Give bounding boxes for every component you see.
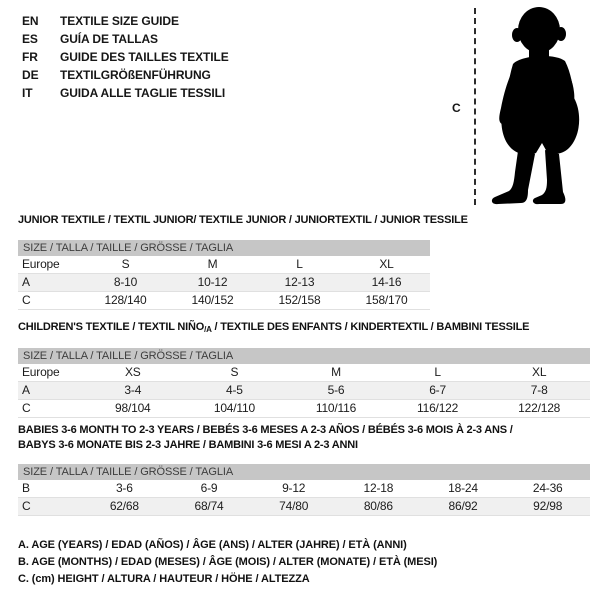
size-cell: 10-12: [197, 275, 228, 289]
language-row: [22, 30, 229, 48]
babies-table-title: [18, 423, 513, 453]
size-cell: 4-5: [226, 383, 243, 397]
size-cell: 7-8: [530, 383, 548, 397]
size-cell: 68/74: [194, 499, 224, 513]
size-cell: 116/122: [417, 401, 459, 415]
size-cell: 12-18: [363, 481, 394, 495]
size-cell: 104/110: [213, 401, 255, 415]
size-cell: 98/104: [115, 401, 151, 415]
size-cell: 6-7: [429, 383, 446, 397]
size-cell: 8-10: [113, 275, 138, 289]
children-size-table: [18, 348, 590, 418]
size-cell: XL: [532, 365, 547, 379]
size-cell: S: [121, 257, 130, 271]
size-cell: 6-9: [200, 481, 218, 495]
size-cell: 140/152: [191, 293, 234, 307]
junior-size-table: [18, 240, 430, 310]
size-cell: L: [296, 257, 303, 271]
size-cell: M: [331, 365, 341, 379]
children-table-title: [18, 321, 529, 334]
size-cell: XL: [379, 257, 394, 271]
row-label: Europe: [22, 365, 60, 379]
size-cell: 62/68: [109, 499, 139, 513]
table-row-height: [18, 400, 590, 418]
title-part: CHILDREN'S TEXTILE / TEXTIL NIÑO: [18, 321, 205, 333]
language-row: [22, 12, 229, 30]
size-header-bar: SIZE / TALLA / TAILLE / GRÖSSE / TAGLIA: [18, 348, 590, 364]
table-row-age: [18, 274, 430, 292]
row-label: Europe: [22, 257, 60, 271]
language-code: ES: [22, 32, 38, 46]
size-cell: 9-12: [282, 481, 306, 495]
table-row-height: [18, 292, 430, 310]
language-title: TEXTILGRÖßENFÜHRUNG: [60, 68, 211, 82]
row-label: B: [22, 481, 30, 495]
language-title: GUIDA ALLE TAGLIE TESSILI: [60, 86, 226, 100]
legend-line-a: A. AGE (YEARS) / EDAD (AÑOS) / ÂGE (ANS) / ALTER (JAHRE) / ETÀ (ANNI): [18, 539, 407, 551]
legend-line-b: B. AGE (MONTHS) / EDAD (MESES) / ÂGE (MOIS) / ALTER (MONATE) / ETÀ (MESI): [18, 556, 438, 568]
language-title-list: [22, 12, 229, 102]
language-title: GUIDE DES TAILLES TEXTILE: [60, 50, 229, 64]
size-cell: 110/116: [315, 401, 357, 415]
language-title: TEXTILE SIZE GUIDE: [60, 14, 179, 28]
title-subscript: /A: [204, 325, 212, 334]
size-cell: 152/158: [278, 293, 321, 307]
language-code: IT: [22, 86, 33, 100]
size-cell: 86/92: [448, 499, 478, 513]
size-cell: 92/98: [533, 499, 563, 513]
row-label: C: [22, 293, 31, 307]
size-cell: 24-36: [532, 481, 563, 495]
language-code: EN: [22, 14, 39, 28]
legend-line-c: C. (cm) HEIGHT / ALTURA / HAUTEUR / HÖHE / ALTEZZA: [18, 573, 310, 585]
size-header-bar: SIZE / TALLA / TAILLE / GRÖSSE / TAGLIA: [18, 240, 430, 256]
height-measure-label: C: [452, 101, 461, 115]
language-row: [22, 84, 229, 102]
babies-size-table: [18, 464, 590, 516]
size-cell: 80/86: [363, 499, 393, 513]
table-row-europe: [18, 256, 430, 274]
language-code: DE: [22, 68, 39, 82]
language-code: FR: [22, 50, 38, 64]
size-cell: S: [230, 365, 239, 379]
size-cell: 12-13: [284, 275, 315, 289]
size-cell: 158/170: [365, 293, 408, 307]
title-line: BABIES 3-6 MONTH TO 2-3 YEARS / BEBÉS 3-6 MESES A 2-3 AÑOS / BÉBÉS 3-6 MOIS À 2-3 ANS /: [18, 424, 513, 436]
row-label: C: [22, 499, 31, 513]
title-part: / TEXTILE DES ENFANTS / KINDERTEXTIL / BAMBINI TESSILE: [211, 321, 530, 333]
language-row: [22, 48, 229, 66]
size-cell: 3-4: [124, 383, 142, 397]
table-row-months: [18, 480, 590, 498]
title-line: BABYS 3-6 MONATE BIS 2-3 JAHRE / BAMBINI 3-6 MESI A 2-3 ANNI: [18, 439, 358, 451]
size-cell: M: [207, 257, 218, 271]
row-label: A: [22, 275, 30, 289]
table-row-europe: [18, 364, 590, 382]
size-cell: 18-24: [448, 481, 478, 495]
language-title: GUÍA DE TALLAS: [60, 32, 158, 46]
language-row: [22, 66, 229, 84]
size-cell: 128/140: [104, 293, 147, 307]
size-cell: 122/128: [518, 401, 561, 415]
size-cell: L: [434, 365, 441, 379]
size-cell: 3-6: [115, 481, 133, 495]
size-cell: 5-6: [327, 383, 345, 397]
table-row-height: [18, 498, 590, 516]
height-measure-dashed-line: [474, 8, 476, 205]
size-cell: XS: [124, 365, 141, 379]
junior-table-title: JUNIOR TEXTILE / TEXTIL JUNIOR/ TEXTILE JUNIOR / JUNIORTEXTIL / JUNIOR TESSILE: [18, 214, 468, 226]
size-cell: 14-16: [371, 275, 402, 289]
measure-legend: [18, 537, 437, 588]
row-label: A: [22, 383, 30, 397]
row-label: C: [22, 401, 31, 415]
size-cell: 74/80: [279, 499, 309, 513]
table-row-age: [18, 382, 590, 400]
size-header-bar: SIZE / TALLA / TAILLE / GRÖSSE / TAGLIA: [18, 464, 590, 480]
toddler-silhouette-icon: [485, 4, 597, 208]
